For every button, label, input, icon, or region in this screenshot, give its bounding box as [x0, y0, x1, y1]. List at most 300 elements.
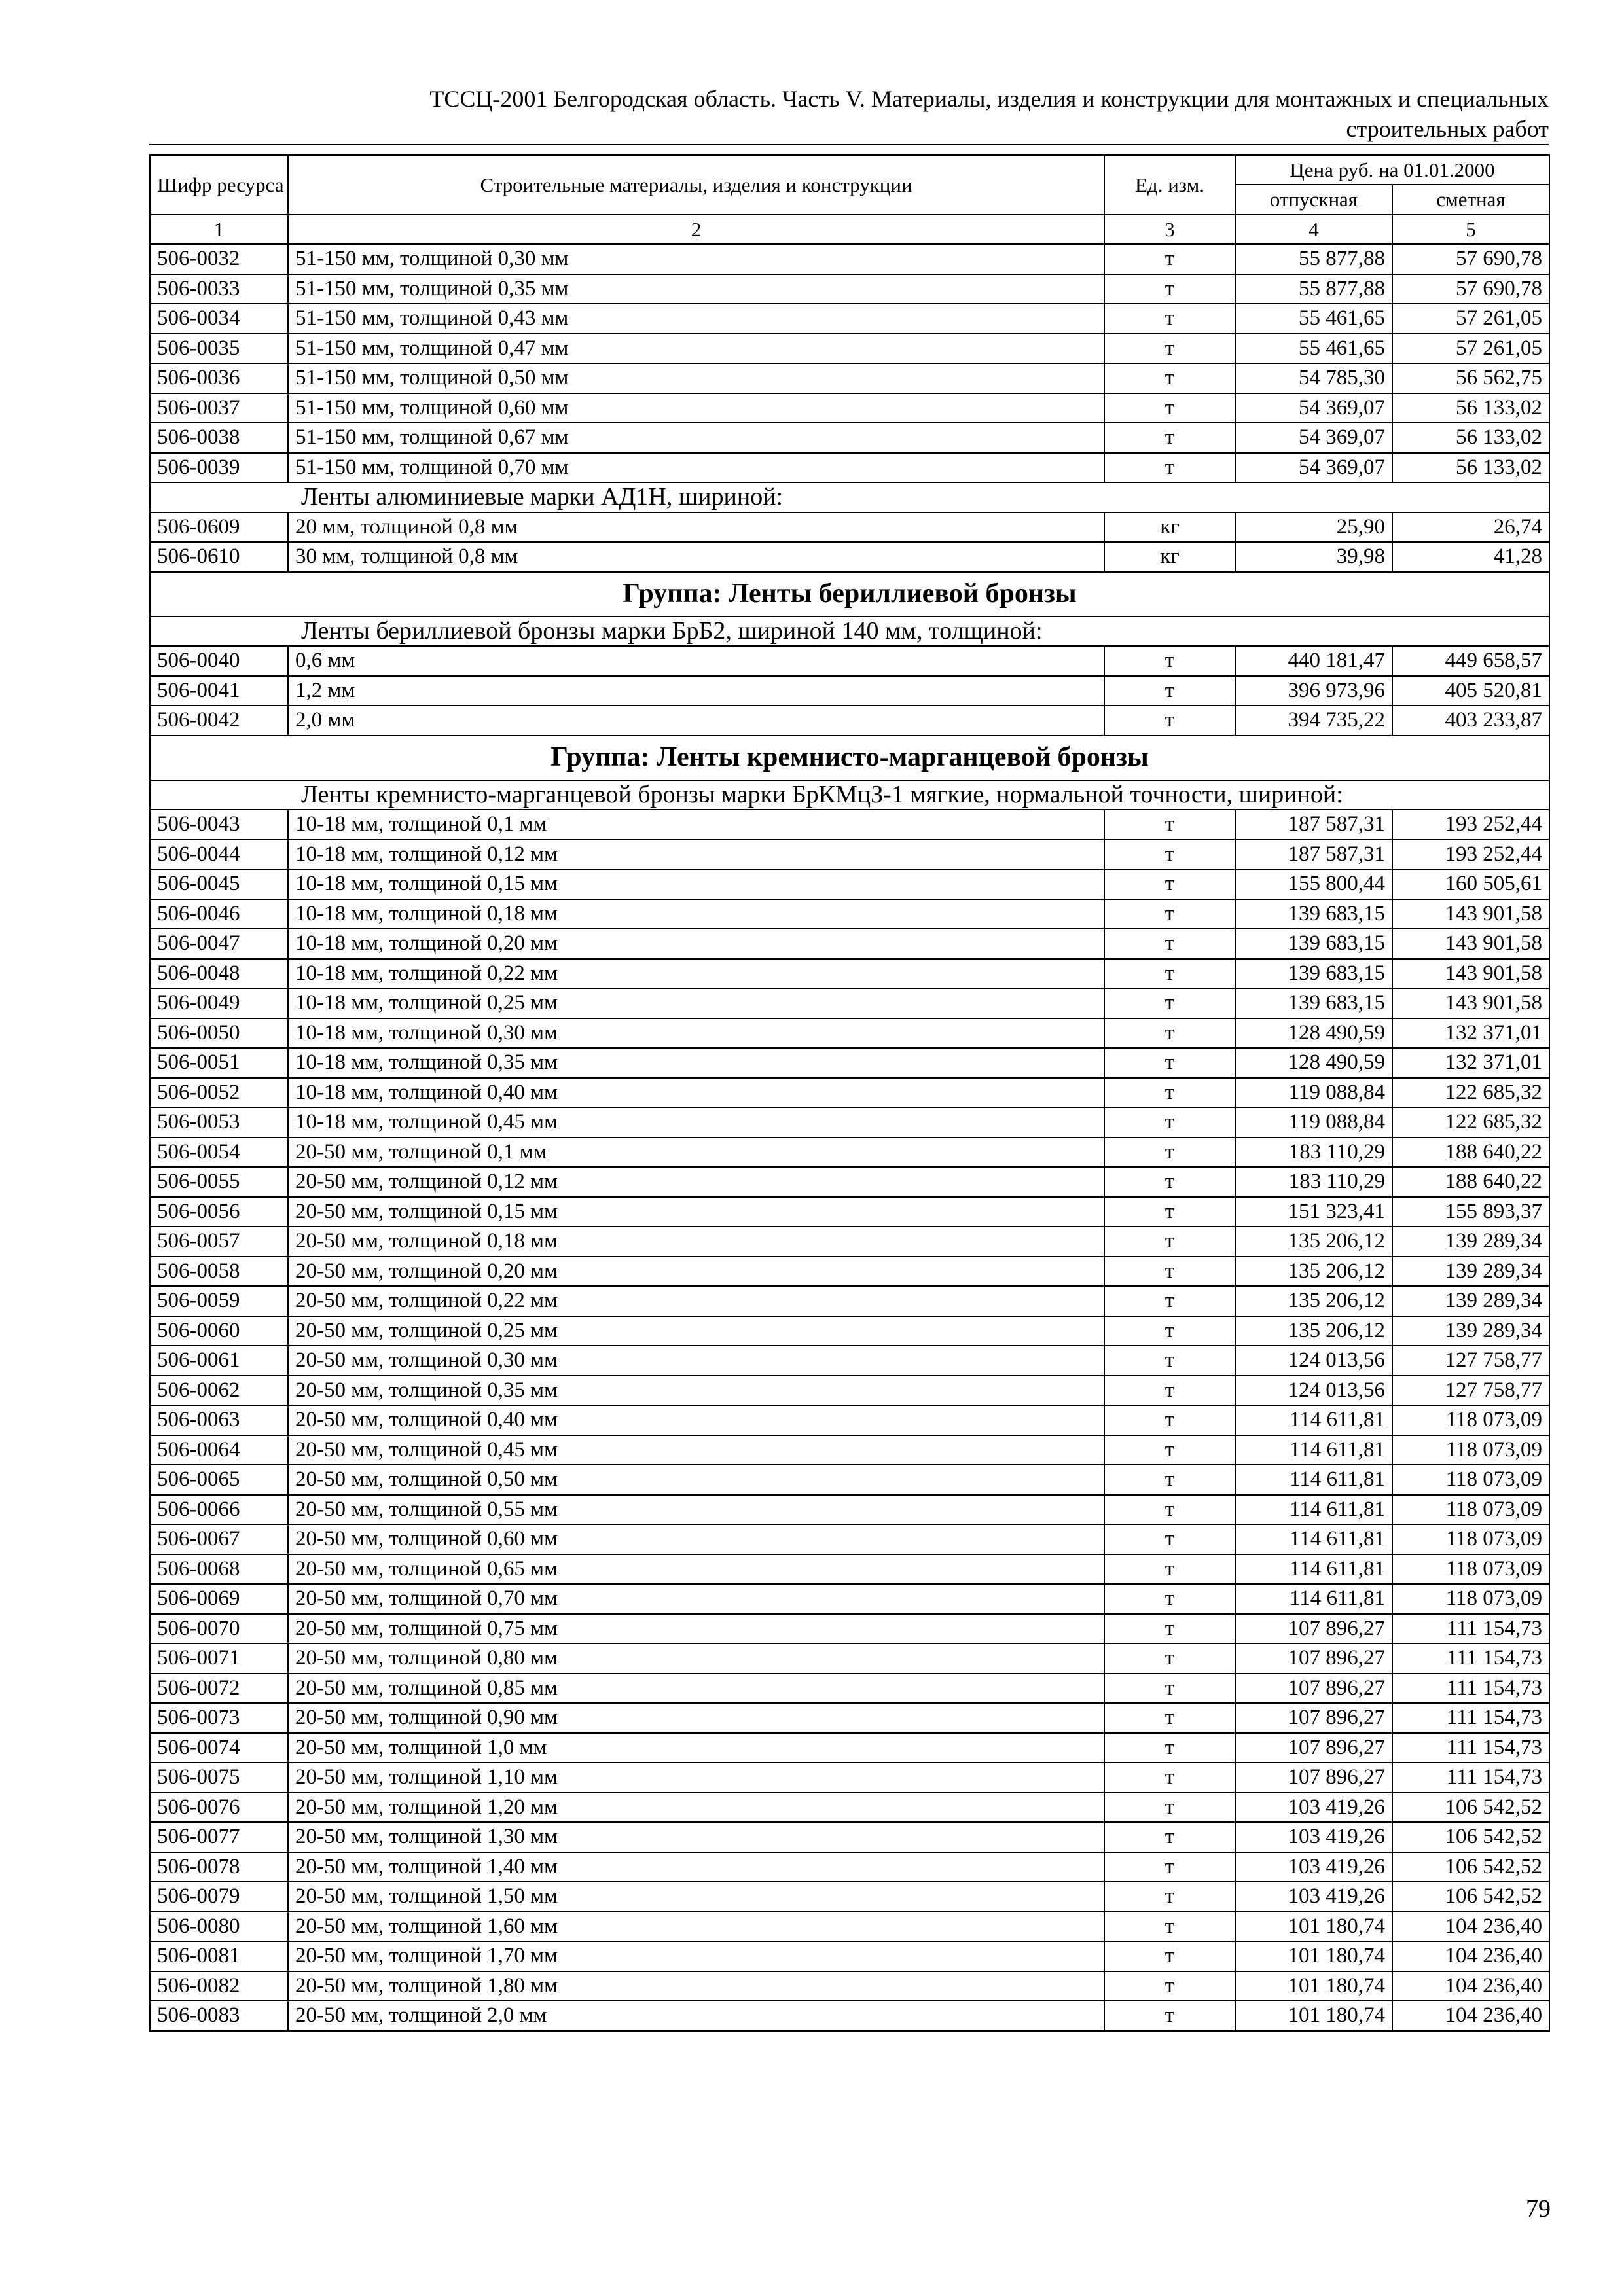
table-row	[150, 304, 1549, 334]
resource-code: 506-0049	[150, 988, 288, 1018]
subgroup-heading-row	[150, 780, 1549, 810]
resource-code: 506-0057	[150, 1227, 288, 1257]
release-price: 114 611,81	[1235, 1405, 1392, 1435]
material-name: 20-50 мм, толщиной 0,70 мм	[288, 1584, 1104, 1614]
unit-cell: т	[1104, 2001, 1235, 2031]
unit-cell: т	[1104, 1524, 1235, 1554]
material-name: 20-50 мм, толщиной 0,1 мм	[288, 1138, 1104, 1168]
unit-cell: т	[1104, 274, 1235, 304]
release-price: 107 896,27	[1235, 1703, 1392, 1733]
table-row	[150, 2001, 1549, 2031]
material-name: 10-18 мм, толщиной 0,35 мм	[288, 1048, 1104, 1078]
table-row	[150, 512, 1549, 543]
col-number-3: 3	[1104, 215, 1235, 245]
material-name: 20-50 мм, толщиной 0,80 мм	[288, 1643, 1104, 1674]
col-header-name: Строительные материалы, изделия и конструкции	[288, 155, 1104, 215]
unit-cell: кг	[1104, 542, 1235, 572]
unit-cell: т	[1104, 869, 1235, 899]
table-row	[150, 1376, 1549, 1406]
resource-code: 506-0037	[150, 393, 288, 423]
estimate-price: 193 252,44	[1392, 840, 1549, 870]
material-name: 20-50 мм, толщиной 1,0 мм	[288, 1733, 1104, 1763]
release-price: 114 611,81	[1235, 1524, 1392, 1554]
estimate-price: 449 658,57	[1392, 646, 1549, 676]
table-row	[150, 1167, 1549, 1197]
release-price: 54 369,07	[1235, 453, 1392, 483]
table-row	[150, 869, 1549, 899]
release-price: 114 611,81	[1235, 1495, 1392, 1525]
resource-code: 506-0081	[150, 1941, 288, 1971]
release-price: 55 461,65	[1235, 304, 1392, 334]
estimate-price: 139 289,34	[1392, 1227, 1549, 1257]
resource-code: 506-0071	[150, 1643, 288, 1674]
table-row	[150, 646, 1549, 676]
unit-cell: т	[1104, 646, 1235, 676]
estimate-price: 56 133,02	[1392, 423, 1549, 453]
table-row	[150, 1465, 1549, 1495]
estimate-price: 193 252,44	[1392, 810, 1549, 840]
material-name: 10-18 мм, толщиной 0,20 мм	[288, 929, 1104, 959]
estimate-price: 104 236,40	[1392, 1912, 1549, 1942]
estimate-price: 127 758,77	[1392, 1346, 1549, 1376]
unit-cell: т	[1104, 1674, 1235, 1704]
estimate-price: 111 154,73	[1392, 1703, 1549, 1733]
resource-code: 506-0052	[150, 1078, 288, 1108]
release-price: 55 877,88	[1235, 274, 1392, 304]
unit-cell: т	[1104, 1346, 1235, 1376]
release-price: 107 896,27	[1235, 1674, 1392, 1704]
release-price: 151 323,41	[1235, 1197, 1392, 1227]
estimate-price: 143 901,58	[1392, 929, 1549, 959]
table-row	[150, 1822, 1549, 1852]
table-row	[150, 1852, 1549, 1882]
resource-code: 506-0035	[150, 334, 288, 364]
release-price: 394 735,22	[1235, 706, 1392, 736]
table-row	[150, 423, 1549, 453]
unit-cell: т	[1104, 1882, 1235, 1912]
resource-code: 506-0034	[150, 304, 288, 334]
resource-code: 506-0043	[150, 810, 288, 840]
table-row	[150, 840, 1549, 870]
table-row	[150, 1405, 1549, 1435]
table-row	[150, 1107, 1549, 1138]
unit-cell: т	[1104, 1018, 1235, 1049]
table-row	[150, 1882, 1549, 1912]
release-price: 183 110,29	[1235, 1138, 1392, 1168]
estimate-price: 57 690,78	[1392, 244, 1549, 274]
unit-cell: т	[1104, 1643, 1235, 1674]
estimate-price: 111 154,73	[1392, 1733, 1549, 1763]
resource-code: 506-0032	[150, 244, 288, 274]
group-heading-row	[150, 572, 1549, 617]
estimate-price: 111 154,73	[1392, 1614, 1549, 1644]
table-row	[150, 244, 1549, 274]
table-row	[150, 1138, 1549, 1168]
estimate-price: 106 542,52	[1392, 1822, 1549, 1852]
release-price: 119 088,84	[1235, 1107, 1392, 1138]
material-name: 20-50 мм, толщиной 1,70 мм	[288, 1941, 1104, 1971]
material-name: 10-18 мм, толщиной 0,40 мм	[288, 1078, 1104, 1108]
table-row	[150, 1286, 1549, 1316]
table-row	[150, 1584, 1549, 1614]
release-price: 135 206,12	[1235, 1286, 1392, 1316]
unit-cell: т	[1104, 1465, 1235, 1495]
release-price: 39,98	[1235, 542, 1392, 572]
resource-code: 506-0077	[150, 1822, 288, 1852]
table-row	[150, 1257, 1549, 1287]
table-row	[150, 1346, 1549, 1376]
unit-cell: т	[1104, 706, 1235, 736]
release-price: 114 611,81	[1235, 1554, 1392, 1585]
release-price: 103 419,26	[1235, 1852, 1392, 1882]
material-name: 20-50 мм, толщиной 0,55 мм	[288, 1495, 1104, 1525]
resource-code: 506-0048	[150, 959, 288, 989]
release-price: 101 180,74	[1235, 2001, 1392, 2031]
table-row	[150, 1793, 1549, 1823]
estimate-price: 26,74	[1392, 512, 1549, 543]
table-row	[150, 542, 1549, 572]
release-price: 107 896,27	[1235, 1614, 1392, 1644]
resource-code: 506-0079	[150, 1882, 288, 1912]
unit-cell: т	[1104, 899, 1235, 929]
release-price: 139 683,15	[1235, 959, 1392, 989]
table-row	[150, 274, 1549, 304]
col-header-unit: Ед. изм.	[1104, 155, 1235, 215]
material-name: 20-50 мм, толщиной 0,25 мм	[288, 1316, 1104, 1346]
material-name: 10-18 мм, толщиной 0,22 мм	[288, 959, 1104, 989]
unit-cell: т	[1104, 1554, 1235, 1585]
material-name: 51-150 мм, толщиной 0,67 мм	[288, 423, 1104, 453]
resource-code: 506-0061	[150, 1346, 288, 1376]
resource-code: 506-0058	[150, 1257, 288, 1287]
resource-code: 506-0068	[150, 1554, 288, 1585]
release-price: 103 419,26	[1235, 1882, 1392, 1912]
release-price: 124 013,56	[1235, 1376, 1392, 1406]
table-row	[150, 1316, 1549, 1346]
unit-cell: т	[1104, 363, 1235, 393]
release-price: 107 896,27	[1235, 1763, 1392, 1793]
table-row	[150, 1524, 1549, 1554]
material-name: 20-50 мм, толщиной 0,75 мм	[288, 1614, 1104, 1644]
unit-cell: т	[1104, 1971, 1235, 2001]
estimate-price: 139 289,34	[1392, 1286, 1549, 1316]
material-name: 10-18 мм, толщиной 0,1 мм	[288, 810, 1104, 840]
estimate-price: 160 505,61	[1392, 869, 1549, 899]
material-name: 20-50 мм, толщиной 0,50 мм	[288, 1465, 1104, 1495]
table-row	[150, 706, 1549, 736]
table-row	[150, 1435, 1549, 1465]
resource-code: 506-0067	[150, 1524, 288, 1554]
unit-cell: т	[1104, 334, 1235, 364]
unit-cell: т	[1104, 1048, 1235, 1078]
estimate-price: 155 893,37	[1392, 1197, 1549, 1227]
estimate-price: 41,28	[1392, 542, 1549, 572]
table-row	[150, 810, 1549, 840]
estimate-price: 122 685,32	[1392, 1078, 1549, 1108]
resource-code: 506-0050	[150, 1018, 288, 1049]
unit-cell: т	[1104, 1286, 1235, 1316]
estimate-price: 57 261,05	[1392, 334, 1549, 364]
material-name: 20-50 мм, толщиной 0,12 мм	[288, 1167, 1104, 1197]
table-row	[150, 1018, 1549, 1049]
release-price: 187 587,31	[1235, 810, 1392, 840]
estimate-price: 56 562,75	[1392, 363, 1549, 393]
resource-code: 506-0033	[150, 274, 288, 304]
resource-code: 506-0042	[150, 706, 288, 736]
material-name: 20-50 мм, толщиной 0,60 мм	[288, 1524, 1104, 1554]
material-name: 51-150 мм, толщиной 0,60 мм	[288, 393, 1104, 423]
material-name: 20-50 мм, толщиной 0,15 мм	[288, 1197, 1104, 1227]
material-name: 20-50 мм, толщиной 0,90 мм	[288, 1703, 1104, 1733]
resource-code: 506-0065	[150, 1465, 288, 1495]
release-price: 103 419,26	[1235, 1793, 1392, 1823]
col-header-price: Цена руб. на 01.01.2000	[1235, 155, 1549, 185]
table-row	[150, 1048, 1549, 1078]
resource-code: 506-0076	[150, 1793, 288, 1823]
table-row	[150, 1078, 1549, 1108]
unit-cell: т	[1104, 1227, 1235, 1257]
table-row	[150, 1763, 1549, 1793]
table-row	[150, 1227, 1549, 1257]
table-row	[150, 1197, 1549, 1227]
table-row	[150, 1971, 1549, 2001]
unit-cell: т	[1104, 423, 1235, 453]
unit-cell: т	[1104, 810, 1235, 840]
resource-code: 506-0070	[150, 1614, 288, 1644]
unit-cell: т	[1104, 959, 1235, 989]
table-row	[150, 393, 1549, 423]
material-name: 20-50 мм, толщиной 0,35 мм	[288, 1376, 1104, 1406]
unit-cell: т	[1104, 1852, 1235, 1882]
table-row	[150, 988, 1549, 1018]
unit-cell: т	[1104, 1405, 1235, 1435]
estimate-price: 143 901,58	[1392, 959, 1549, 989]
release-price: 135 206,12	[1235, 1257, 1392, 1287]
release-price: 25,90	[1235, 512, 1392, 543]
resource-code: 506-0059	[150, 1286, 288, 1316]
table-row	[150, 334, 1549, 364]
table-row	[150, 1554, 1549, 1585]
release-price: 54 369,07	[1235, 393, 1392, 423]
table-row	[150, 676, 1549, 706]
release-price: 54 785,30	[1235, 363, 1392, 393]
estimate-price: 139 289,34	[1392, 1257, 1549, 1287]
page-header	[149, 84, 1549, 145]
col-header-price-estimate: сметная	[1392, 185, 1549, 215]
subgroup-heading-row	[150, 617, 1549, 647]
release-price: 107 896,27	[1235, 1733, 1392, 1763]
header-title-line1: ТССЦ-2001 Белгородская область. Часть V. Материалы, изделия и конструкции для монтажных и специальных	[429, 86, 1549, 112]
unit-cell: т	[1104, 1376, 1235, 1406]
estimate-price: 139 289,34	[1392, 1316, 1549, 1346]
resource-code: 506-0064	[150, 1435, 288, 1465]
material-name: 51-150 мм, толщиной 0,70 мм	[288, 453, 1104, 483]
resource-code: 506-0038	[150, 423, 288, 453]
resource-code: 506-0051	[150, 1048, 288, 1078]
estimate-price: 118 073,09	[1392, 1584, 1549, 1614]
resource-code: 506-0082	[150, 1971, 288, 2001]
resource-code: 506-0080	[150, 1912, 288, 1942]
unit-cell: т	[1104, 1763, 1235, 1793]
unit-cell: т	[1104, 1257, 1235, 1287]
unit-cell: т	[1104, 1912, 1235, 1942]
material-name: 20-50 мм, толщиной 0,45 мм	[288, 1435, 1104, 1465]
release-price: 139 683,15	[1235, 988, 1392, 1018]
release-price: 101 180,74	[1235, 1941, 1392, 1971]
release-price: 114 611,81	[1235, 1465, 1392, 1495]
group-heading-row	[150, 736, 1549, 780]
resource-code: 506-0074	[150, 1733, 288, 1763]
unit-cell: т	[1104, 1078, 1235, 1108]
material-name: 10-18 мм, толщиной 0,15 мм	[288, 869, 1104, 899]
release-price: 128 490,59	[1235, 1018, 1392, 1049]
resource-code: 506-0041	[150, 676, 288, 706]
material-name: 10-18 мм, толщиной 0,30 мм	[288, 1018, 1104, 1049]
material-name: 20-50 мм, толщиной 1,10 мм	[288, 1763, 1104, 1793]
estimate-price: 106 542,52	[1392, 1852, 1549, 1882]
estimate-price: 118 073,09	[1392, 1465, 1549, 1495]
col-number-2: 2	[288, 215, 1104, 245]
material-name: 20-50 мм, толщиной 1,60 мм	[288, 1912, 1104, 1942]
material-name: 10-18 мм, толщиной 0,12 мм	[288, 840, 1104, 870]
unit-cell: т	[1104, 453, 1235, 483]
unit-cell: т	[1104, 1138, 1235, 1168]
subgroup-heading-row	[150, 482, 1549, 512]
material-name: 20-50 мм, толщиной 1,50 мм	[288, 1882, 1104, 1912]
col-header-code: Шифр ресурса	[150, 155, 288, 215]
material-name: 10-18 мм, толщиной 0,25 мм	[288, 988, 1104, 1018]
estimate-price: 57 690,78	[1392, 274, 1549, 304]
estimate-price: 104 236,40	[1392, 1941, 1549, 1971]
table-row	[150, 1941, 1549, 1971]
estimate-price: 111 154,73	[1392, 1763, 1549, 1793]
unit-cell: кг	[1104, 512, 1235, 543]
estimate-price: 118 073,09	[1392, 1554, 1549, 1585]
resource-code: 506-0075	[150, 1763, 288, 1793]
material-name: 1,2 мм	[288, 676, 1104, 706]
table-row	[150, 959, 1549, 989]
resource-code: 506-0036	[150, 363, 288, 393]
group-heading: Группа: Ленты бериллиевой бронзы	[150, 572, 1549, 617]
unit-cell: т	[1104, 1107, 1235, 1138]
estimate-price: 118 073,09	[1392, 1524, 1549, 1554]
resource-code: 506-0047	[150, 929, 288, 959]
group-heading: Группа: Ленты кремнисто-марганцевой бронзы	[150, 736, 1549, 780]
release-price: 103 419,26	[1235, 1822, 1392, 1852]
material-name: 10-18 мм, толщиной 0,45 мм	[288, 1107, 1104, 1138]
estimate-price: 127 758,77	[1392, 1376, 1549, 1406]
table-row	[150, 453, 1549, 483]
estimate-price: 106 542,52	[1392, 1793, 1549, 1823]
material-name: 51-150 мм, толщиной 0,43 мм	[288, 304, 1104, 334]
release-price: 124 013,56	[1235, 1346, 1392, 1376]
material-name: 51-150 мм, толщиной 0,35 мм	[288, 274, 1104, 304]
table-row	[150, 1614, 1549, 1644]
estimate-price: 143 901,58	[1392, 988, 1549, 1018]
estimate-price: 111 154,73	[1392, 1643, 1549, 1674]
resource-code: 506-0060	[150, 1316, 288, 1346]
release-price: 55 461,65	[1235, 334, 1392, 364]
table-row	[150, 1912, 1549, 1942]
resource-code: 506-0072	[150, 1674, 288, 1704]
material-name: 20-50 мм, толщиной 0,18 мм	[288, 1227, 1104, 1257]
material-name: 20-50 мм, толщиной 1,80 мм	[288, 1971, 1104, 2001]
release-price: 114 611,81	[1235, 1584, 1392, 1614]
estimate-price: 132 371,01	[1392, 1018, 1549, 1049]
resource-code: 506-0040	[150, 646, 288, 676]
price-table	[149, 154, 1550, 2032]
unit-cell: т	[1104, 1167, 1235, 1197]
resource-code: 506-0063	[150, 1405, 288, 1435]
unit-cell: т	[1104, 1584, 1235, 1614]
material-name: 2,0 мм	[288, 706, 1104, 736]
estimate-price: 132 371,01	[1392, 1048, 1549, 1078]
resource-code: 506-0078	[150, 1852, 288, 1882]
estimate-price: 405 520,81	[1392, 676, 1549, 706]
material-name: 20-50 мм, толщиной 1,20 мм	[288, 1793, 1104, 1823]
estimate-price: 118 073,09	[1392, 1495, 1549, 1525]
resource-code: 506-0055	[150, 1167, 288, 1197]
material-name: 20 мм, толщиной 0,8 мм	[288, 512, 1104, 543]
resource-code: 506-0062	[150, 1376, 288, 1406]
resource-code: 506-0083	[150, 2001, 288, 2031]
unit-cell: т	[1104, 1941, 1235, 1971]
col-header-price-release: отпускная	[1235, 185, 1392, 215]
subgroup-heading: Ленты бериллиевой бронзы марки БрБ2, шириной 140 мм, толщиной:	[150, 617, 1549, 647]
col-number-4: 4	[1235, 215, 1392, 245]
release-price: 155 800,44	[1235, 869, 1392, 899]
resource-code: 506-0073	[150, 1703, 288, 1733]
unit-cell: т	[1104, 1495, 1235, 1525]
release-price: 135 206,12	[1235, 1316, 1392, 1346]
release-price: 55 877,88	[1235, 244, 1392, 274]
material-name: 20-50 мм, толщиной 0,22 мм	[288, 1286, 1104, 1316]
release-price: 187 587,31	[1235, 840, 1392, 870]
estimate-price: 104 236,40	[1392, 2001, 1549, 2031]
unit-cell: т	[1104, 1822, 1235, 1852]
release-price: 114 611,81	[1235, 1435, 1392, 1465]
unit-cell: т	[1104, 1197, 1235, 1227]
unit-cell: т	[1104, 1316, 1235, 1346]
release-price: 128 490,59	[1235, 1048, 1392, 1078]
material-name: 51-150 мм, толщиной 0,50 мм	[288, 363, 1104, 393]
unit-cell: т	[1104, 304, 1235, 334]
estimate-price: 104 236,40	[1392, 1971, 1549, 2001]
material-name: 20-50 мм, толщиной 2,0 мм	[288, 2001, 1104, 2031]
unit-cell: т	[1104, 1793, 1235, 1823]
resource-code: 506-0610	[150, 542, 288, 572]
unit-cell: т	[1104, 393, 1235, 423]
material-name: 20-50 мм, толщиной 1,30 мм	[288, 1822, 1104, 1852]
resource-code: 506-0046	[150, 899, 288, 929]
estimate-price: 188 640,22	[1392, 1138, 1549, 1168]
estimate-price: 106 542,52	[1392, 1882, 1549, 1912]
resource-code: 506-0609	[150, 512, 288, 543]
table-row	[150, 1733, 1549, 1763]
resource-code: 506-0039	[150, 453, 288, 483]
material-name: 20-50 мм, толщиной 0,85 мм	[288, 1674, 1104, 1704]
unit-cell: т	[1104, 676, 1235, 706]
page-number: 79	[1526, 2195, 1551, 2223]
release-price: 54 369,07	[1235, 423, 1392, 453]
estimate-price: 143 901,58	[1392, 899, 1549, 929]
release-price: 119 088,84	[1235, 1078, 1392, 1108]
subgroup-heading: Ленты алюминиевые марки АД1Н, шириной:	[150, 482, 1549, 512]
unit-cell: т	[1104, 1435, 1235, 1465]
header-title-line2: строительных работ	[1346, 116, 1549, 142]
unit-cell: т	[1104, 1703, 1235, 1733]
material-name: 20-50 мм, толщиной 0,65 мм	[288, 1554, 1104, 1585]
